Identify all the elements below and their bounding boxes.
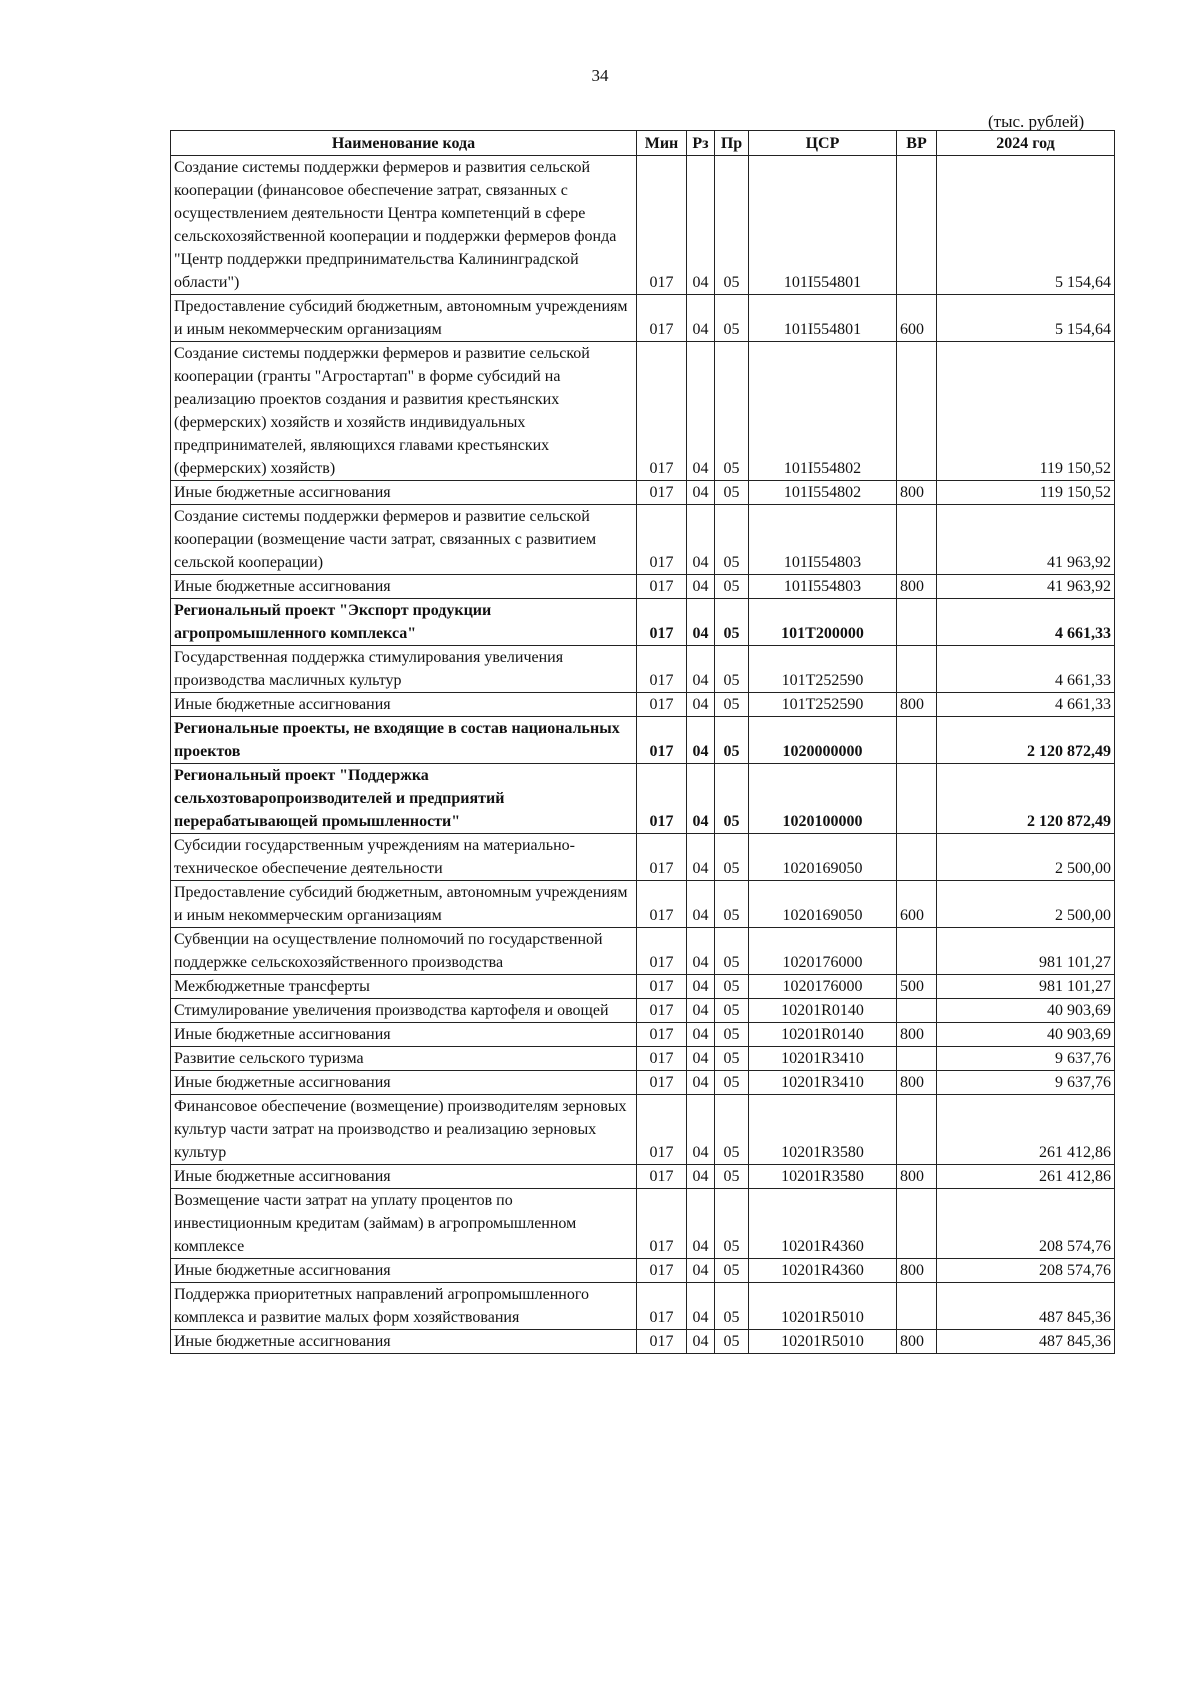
cell-rz: 04 bbox=[687, 1259, 715, 1283]
cell-min: 017 bbox=[637, 646, 687, 693]
cell-min: 017 bbox=[637, 693, 687, 717]
cell-csr: 10201R5010 bbox=[749, 1330, 897, 1354]
header-csr: ЦСР bbox=[749, 131, 897, 156]
cell-vr bbox=[897, 1189, 937, 1259]
cell-min: 017 bbox=[637, 881, 687, 928]
cell-vr bbox=[897, 599, 937, 646]
cell-pr: 05 bbox=[715, 1189, 749, 1259]
cell-csr: 101T252590 bbox=[749, 646, 897, 693]
cell-rz: 04 bbox=[687, 1095, 715, 1165]
cell-sum: 40 903,69 bbox=[937, 1023, 1115, 1047]
cell-sum: 4 661,33 bbox=[937, 646, 1115, 693]
cell-pr: 05 bbox=[715, 999, 749, 1023]
cell-vr bbox=[897, 717, 937, 764]
table-row bbox=[171, 764, 1115, 834]
table-row bbox=[171, 599, 1115, 646]
page-number: 34 bbox=[591, 66, 609, 85]
cell-vr: 800 bbox=[897, 575, 937, 599]
cell-pr: 05 bbox=[715, 1071, 749, 1095]
cell-name: Субвенции на осуществление полномочий по государственной поддержке сельскохозяйственного производства bbox=[171, 928, 637, 975]
cell-rz: 04 bbox=[687, 481, 715, 505]
cell-min: 017 bbox=[637, 481, 687, 505]
cell-name: Государственная поддержка стимулирования увеличения производства масличных культур bbox=[171, 646, 637, 693]
cell-name: Предоставление субсидий бюджетным, автономным учреждениям и иным некоммерческим организациям bbox=[171, 881, 637, 928]
cell-pr: 05 bbox=[715, 505, 749, 575]
cell-rz: 04 bbox=[687, 1071, 715, 1095]
cell-pr: 05 bbox=[715, 1259, 749, 1283]
cell-sum: 261 412,86 bbox=[937, 1095, 1115, 1165]
cell-csr: 101I554801 bbox=[749, 295, 897, 342]
cell-sum: 2 120 872,49 bbox=[937, 717, 1115, 764]
table-body bbox=[171, 156, 1115, 1354]
header-vr: ВР bbox=[897, 131, 937, 156]
cell-csr: 10201R4360 bbox=[749, 1259, 897, 1283]
cell-csr: 1020176000 bbox=[749, 975, 897, 999]
cell-pr: 05 bbox=[715, 1165, 749, 1189]
cell-csr: 101I554801 bbox=[749, 156, 897, 295]
cell-vr bbox=[897, 1095, 937, 1165]
cell-vr: 800 bbox=[897, 693, 937, 717]
cell-rz: 04 bbox=[687, 881, 715, 928]
table-row bbox=[171, 481, 1115, 505]
cell-name: Субсидии государственным учреждениям на материально-техническое обеспечение деятельности bbox=[171, 834, 637, 881]
cell-sum: 41 963,92 bbox=[937, 575, 1115, 599]
cell-pr: 05 bbox=[715, 834, 749, 881]
cell-pr: 05 bbox=[715, 646, 749, 693]
cell-csr: 101T252590 bbox=[749, 693, 897, 717]
table-row bbox=[171, 881, 1115, 928]
cell-csr: 1020169050 bbox=[749, 834, 897, 881]
cell-vr bbox=[897, 1047, 937, 1071]
table-row bbox=[171, 1283, 1115, 1330]
cell-vr: 800 bbox=[897, 1071, 937, 1095]
cell-vr: 800 bbox=[897, 481, 937, 505]
cell-vr: 600 bbox=[897, 295, 937, 342]
cell-csr: 1020100000 bbox=[749, 764, 897, 834]
cell-min: 017 bbox=[637, 1189, 687, 1259]
cell-rz: 04 bbox=[687, 1189, 715, 1259]
table-row bbox=[171, 1165, 1115, 1189]
table-row bbox=[171, 717, 1115, 764]
cell-csr: 1020169050 bbox=[749, 881, 897, 928]
cell-name: Создание системы поддержки фермеров и развитие сельской кооперации (возмещение части затрат, связанных с развитием сельской кооперации) bbox=[171, 505, 637, 575]
cell-csr: 1020176000 bbox=[749, 928, 897, 975]
cell-csr: 10201R5010 bbox=[749, 1283, 897, 1330]
cell-pr: 05 bbox=[715, 156, 749, 295]
cell-sum: 981 101,27 bbox=[937, 928, 1115, 975]
table-row bbox=[171, 295, 1115, 342]
header-pr: Пр bbox=[715, 131, 749, 156]
cell-sum: 487 845,36 bbox=[937, 1330, 1115, 1354]
cell-sum: 2 120 872,49 bbox=[937, 764, 1115, 834]
header-min: Мин bbox=[637, 131, 687, 156]
header-rz: Рз bbox=[687, 131, 715, 156]
table-row bbox=[171, 693, 1115, 717]
cell-vr bbox=[897, 342, 937, 481]
cell-pr: 05 bbox=[715, 575, 749, 599]
cell-min: 017 bbox=[637, 764, 687, 834]
cell-sum: 208 574,76 bbox=[937, 1259, 1115, 1283]
cell-csr: 10201R3580 bbox=[749, 1095, 897, 1165]
cell-csr: 101I554803 bbox=[749, 575, 897, 599]
cell-rz: 04 bbox=[687, 599, 715, 646]
cell-vr: 800 bbox=[897, 1259, 937, 1283]
cell-rz: 04 bbox=[687, 693, 715, 717]
table-row bbox=[171, 575, 1115, 599]
cell-min: 017 bbox=[637, 1330, 687, 1354]
cell-min: 017 bbox=[637, 1095, 687, 1165]
cell-pr: 05 bbox=[715, 481, 749, 505]
cell-vr bbox=[897, 646, 937, 693]
cell-vr bbox=[897, 156, 937, 295]
cell-name: Межбюджетные трансферты bbox=[171, 975, 637, 999]
cell-rz: 04 bbox=[687, 928, 715, 975]
cell-pr: 05 bbox=[715, 717, 749, 764]
cell-pr: 05 bbox=[715, 599, 749, 646]
cell-vr: 500 bbox=[897, 975, 937, 999]
table-row bbox=[171, 1023, 1115, 1047]
cell-sum: 9 637,76 bbox=[937, 1071, 1115, 1095]
cell-sum: 2 500,00 bbox=[937, 834, 1115, 881]
cell-name: Развитие сельского туризма bbox=[171, 1047, 637, 1071]
cell-csr: 1020000000 bbox=[749, 717, 897, 764]
cell-min: 017 bbox=[637, 975, 687, 999]
cell-rz: 04 bbox=[687, 1165, 715, 1189]
cell-name: Иные бюджетные ассигнования bbox=[171, 575, 637, 599]
cell-vr bbox=[897, 834, 937, 881]
cell-name: Иные бюджетные ассигнования bbox=[171, 1023, 637, 1047]
cell-min: 017 bbox=[637, 599, 687, 646]
cell-sum: 41 963,92 bbox=[937, 505, 1115, 575]
cell-csr: 101I554802 bbox=[749, 342, 897, 481]
cell-sum: 5 154,64 bbox=[937, 156, 1115, 295]
cell-vr: 800 bbox=[897, 1023, 937, 1047]
cell-pr: 05 bbox=[715, 693, 749, 717]
cell-vr bbox=[897, 1283, 937, 1330]
cell-sum: 5 154,64 bbox=[937, 295, 1115, 342]
cell-rz: 04 bbox=[687, 295, 715, 342]
cell-vr: 800 bbox=[897, 1330, 937, 1354]
cell-vr: 800 bbox=[897, 1165, 937, 1189]
cell-csr: 10201R3410 bbox=[749, 1071, 897, 1095]
cell-sum: 2 500,00 bbox=[937, 881, 1115, 928]
cell-name: Создание системы поддержки фермеров и развитие сельской кооперации (гранты "Агростартап" в форме субсидий на реализацию проектов создания и развития крестьянских (фермерских) хозяйств и хозяйств индивидуальных предпринимателей, являющихся главами крестьянских (фермерских) хозяйств) bbox=[171, 342, 637, 481]
cell-sum: 119 150,52 bbox=[937, 342, 1115, 481]
cell-pr: 05 bbox=[715, 1095, 749, 1165]
table-row bbox=[171, 928, 1115, 975]
cell-min: 017 bbox=[637, 505, 687, 575]
table-row bbox=[171, 646, 1115, 693]
cell-name: Финансовое обеспечение (возмещение) производителям зерновых культур части затрат на производство и реализацию зерновых культур bbox=[171, 1095, 637, 1165]
cell-name: Поддержка приоритетных направлений агропромышленного комплекса и развитие малых форм хозяйствования bbox=[171, 1283, 637, 1330]
cell-min: 017 bbox=[637, 1283, 687, 1330]
cell-pr: 05 bbox=[715, 1330, 749, 1354]
table-row bbox=[171, 999, 1115, 1023]
cell-pr: 05 bbox=[715, 928, 749, 975]
cell-csr: 10201R3580 bbox=[749, 1165, 897, 1189]
cell-pr: 05 bbox=[715, 1023, 749, 1047]
table-row bbox=[171, 505, 1115, 575]
cell-rz: 04 bbox=[687, 764, 715, 834]
cell-name: Региональные проекты, не входящие в состав национальных проектов bbox=[171, 717, 637, 764]
cell-rz: 04 bbox=[687, 646, 715, 693]
table-row bbox=[171, 1095, 1115, 1165]
header-name: Наименование кода bbox=[171, 131, 637, 156]
cell-rz: 04 bbox=[687, 1023, 715, 1047]
table-row bbox=[171, 834, 1115, 881]
cell-csr: 10201R0140 bbox=[749, 999, 897, 1023]
cell-rz: 04 bbox=[687, 575, 715, 599]
cell-sum: 40 903,69 bbox=[937, 999, 1115, 1023]
cell-min: 017 bbox=[637, 575, 687, 599]
cell-name: Иные бюджетные ассигнования bbox=[171, 1165, 637, 1189]
cell-rz: 04 bbox=[687, 834, 715, 881]
cell-name: Иные бюджетные ассигнования bbox=[171, 1330, 637, 1354]
cell-pr: 05 bbox=[715, 1047, 749, 1071]
cell-pr: 05 bbox=[715, 764, 749, 834]
table-row bbox=[171, 1047, 1115, 1071]
cell-name: Стимулирование увеличения производства картофеля и овощей bbox=[171, 999, 637, 1023]
cell-pr: 05 bbox=[715, 1283, 749, 1330]
cell-min: 017 bbox=[637, 295, 687, 342]
cell-name: Региональный проект "Экспорт продукции агропромышленного комплекса" bbox=[171, 599, 637, 646]
cell-min: 017 bbox=[637, 834, 687, 881]
cell-min: 017 bbox=[637, 928, 687, 975]
cell-sum: 487 845,36 bbox=[937, 1283, 1115, 1330]
cell-sum: 261 412,86 bbox=[937, 1165, 1115, 1189]
cell-rz: 04 bbox=[687, 342, 715, 481]
header-sum: 2024 год bbox=[937, 131, 1115, 156]
cell-name: Иные бюджетные ассигнования bbox=[171, 693, 637, 717]
cell-min: 017 bbox=[637, 1259, 687, 1283]
cell-sum: 208 574,76 bbox=[937, 1189, 1115, 1259]
cell-sum: 119 150,52 bbox=[937, 481, 1115, 505]
cell-min: 017 bbox=[637, 717, 687, 764]
cell-vr bbox=[897, 764, 937, 834]
cell-rz: 04 bbox=[687, 975, 715, 999]
cell-csr: 101I554802 bbox=[749, 481, 897, 505]
cell-csr: 10201R0140 bbox=[749, 1023, 897, 1047]
cell-min: 017 bbox=[637, 1071, 687, 1095]
table-row bbox=[171, 1259, 1115, 1283]
cell-sum: 9 637,76 bbox=[937, 1047, 1115, 1071]
table-row bbox=[171, 156, 1115, 295]
cell-min: 017 bbox=[637, 1047, 687, 1071]
cell-min: 017 bbox=[637, 342, 687, 481]
cell-rz: 04 bbox=[687, 1047, 715, 1071]
table-row bbox=[171, 1189, 1115, 1259]
cell-pr: 05 bbox=[715, 342, 749, 481]
cell-name: Иные бюджетные ассигнования bbox=[171, 481, 637, 505]
table-row bbox=[171, 1071, 1115, 1095]
cell-sum: 4 661,33 bbox=[937, 693, 1115, 717]
cell-name: Возмещение части затрат на уплату процентов по инвестиционным кредитам (займам) в агропромышленном комплексе bbox=[171, 1189, 637, 1259]
cell-rz: 04 bbox=[687, 156, 715, 295]
cell-vr bbox=[897, 928, 937, 975]
table-row bbox=[171, 342, 1115, 481]
cell-name: Иные бюджетные ассигнования bbox=[171, 1259, 637, 1283]
cell-min: 017 bbox=[637, 999, 687, 1023]
table-row bbox=[171, 1330, 1115, 1354]
cell-csr: 101T200000 bbox=[749, 599, 897, 646]
cell-pr: 05 bbox=[715, 881, 749, 928]
table-row bbox=[171, 975, 1115, 999]
cell-vr bbox=[897, 505, 937, 575]
table-header bbox=[171, 131, 1115, 156]
units-label: (тыс. рублей) bbox=[988, 112, 1085, 131]
cell-csr: 10201R3410 bbox=[749, 1047, 897, 1071]
header-row bbox=[171, 131, 1115, 156]
cell-csr: 10201R4360 bbox=[749, 1189, 897, 1259]
cell-name: Региональный проект "Поддержка сельхозтоваропроизводителей и предприятий перерабатывающей промышленности" bbox=[171, 764, 637, 834]
cell-vr bbox=[897, 999, 937, 1023]
cell-vr: 600 bbox=[897, 881, 937, 928]
cell-sum: 981 101,27 bbox=[937, 975, 1115, 999]
cell-rz: 04 bbox=[687, 1330, 715, 1354]
cell-rz: 04 bbox=[687, 717, 715, 764]
cell-rz: 04 bbox=[687, 999, 715, 1023]
cell-min: 017 bbox=[637, 1165, 687, 1189]
budget-table bbox=[170, 130, 1115, 1354]
cell-name: Предоставление субсидий бюджетным, автономным учреждениям и иным некоммерческим организациям bbox=[171, 295, 637, 342]
cell-min: 017 bbox=[637, 1023, 687, 1047]
cell-min: 017 bbox=[637, 156, 687, 295]
cell-rz: 04 bbox=[687, 505, 715, 575]
cell-sum: 4 661,33 bbox=[937, 599, 1115, 646]
cell-rz: 04 bbox=[687, 1283, 715, 1330]
cell-pr: 05 bbox=[715, 295, 749, 342]
cell-pr: 05 bbox=[715, 975, 749, 999]
cell-name: Создание системы поддержки фермеров и развития сельской кооперации (финансовое обеспечение затрат, связанных с осуществлением деятельности Центра компетенций в сфере сельскохозяйственной кооперации и поддержки фермеров фонда "Центр поддержки предпринимательства Калининградской области") bbox=[171, 156, 637, 295]
cell-csr: 101I554803 bbox=[749, 505, 897, 575]
cell-name: Иные бюджетные ассигнования bbox=[171, 1071, 637, 1095]
